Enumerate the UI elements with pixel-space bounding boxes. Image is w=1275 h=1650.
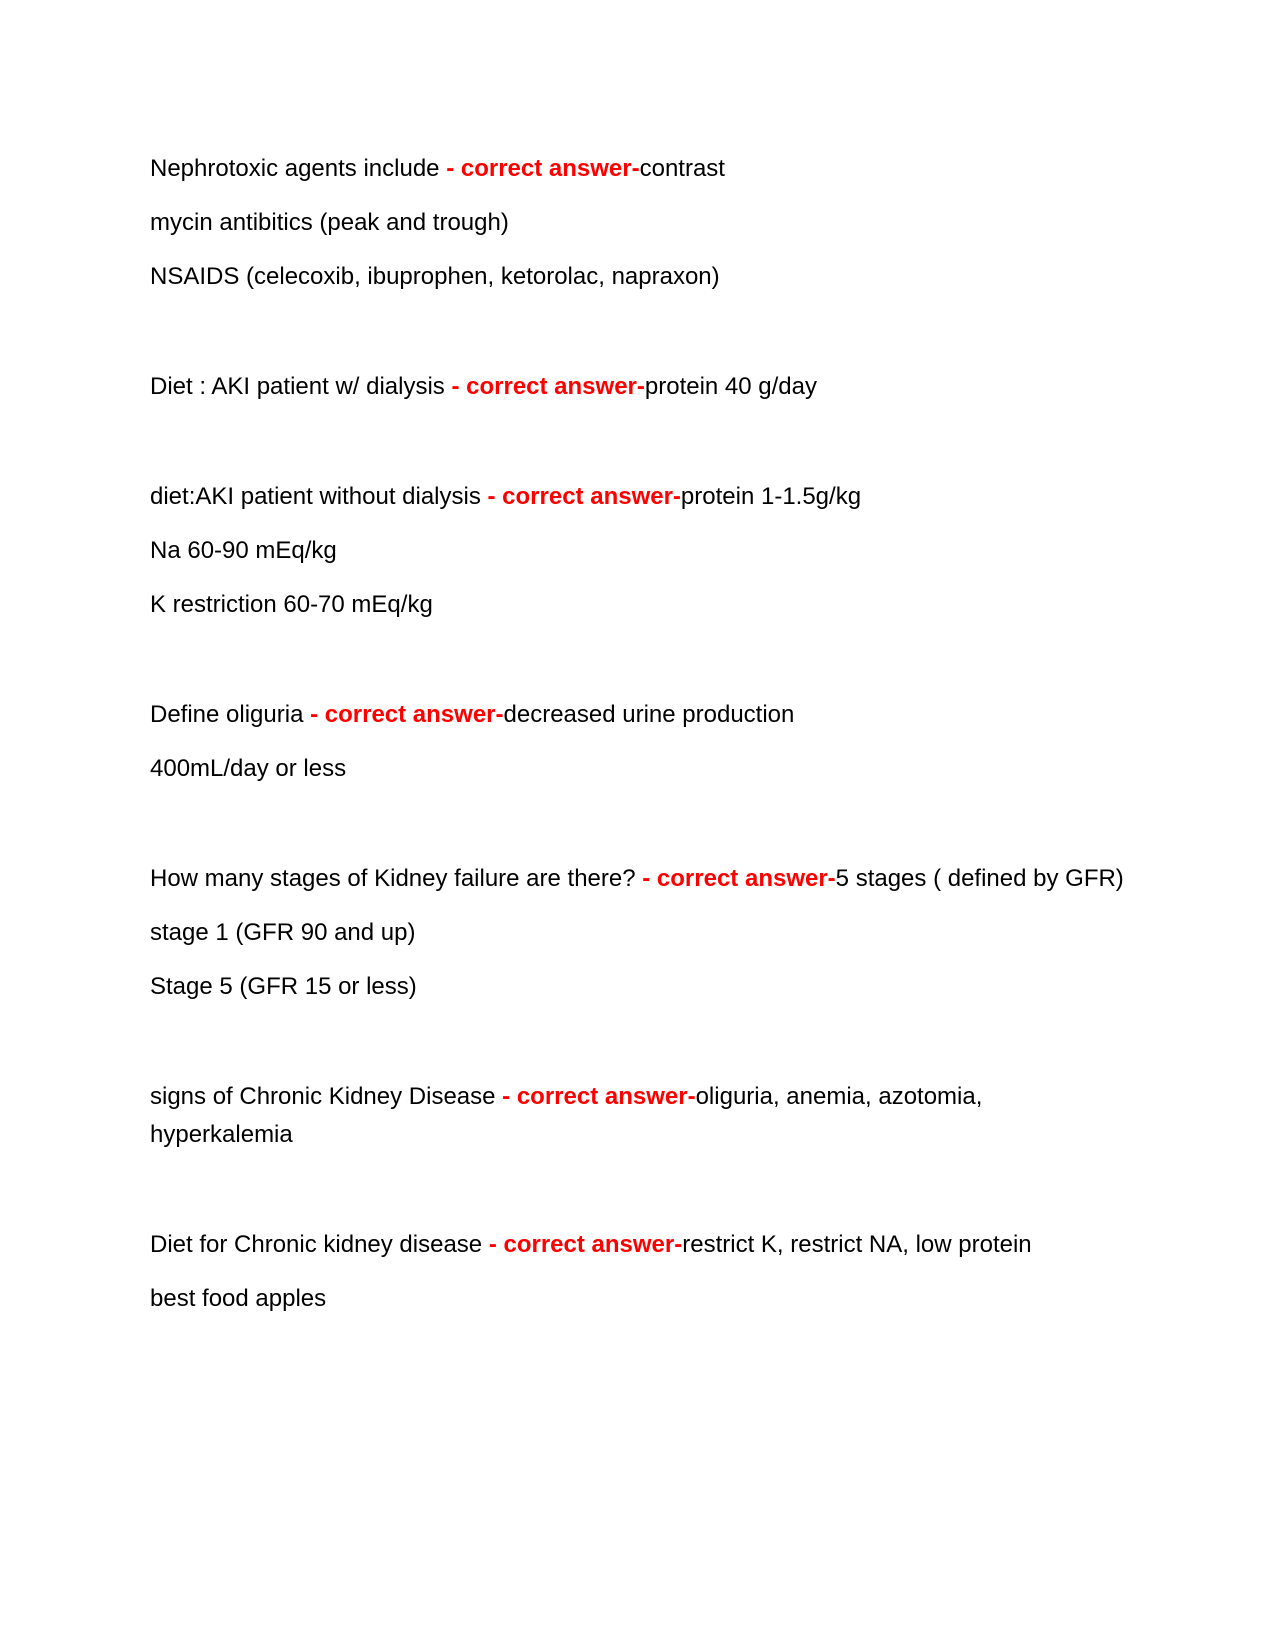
question-text: signs of Chronic Kidney Disease	[150, 1083, 503, 1110]
flashcard-list	[150, 150, 1125, 1334]
correct-answer-separator: - correct answer-	[487, 483, 681, 510]
answer-text: protein 1-1.5g/kg	[680, 483, 862, 510]
correct-answer-separator: - correct answer-	[446, 155, 640, 182]
answer-line: Stage 5 (GFR 15 or less)	[150, 973, 417, 1000]
answer-line: best food apples	[150, 1285, 327, 1312]
correct-answer-separator: - correct answer-	[642, 865, 836, 892]
answer-text: contrast	[639, 155, 725, 182]
answer-line: 400mL/day or less	[150, 755, 347, 782]
answer-line: mycin antibitics (peak and trough)	[150, 209, 509, 236]
answer-text: protein 40 g/day	[644, 373, 817, 400]
question-text: diet:AKI patient without dialysis	[150, 483, 488, 510]
question-text: How many stages of Kidney failure are there?	[150, 865, 643, 892]
answer-line: K restriction 60-70 mEq/kg	[150, 591, 433, 618]
correct-answer-separator: - correct answer-	[451, 373, 645, 400]
question-text: Define oliguria	[150, 701, 311, 728]
question-line	[150, 368, 1125, 406]
correct-answer-separator: - correct answer-	[488, 1231, 683, 1258]
question-line	[150, 478, 1125, 516]
answer-text: decreased urine production	[503, 701, 795, 728]
flashcard	[150, 1226, 1125, 1318]
answer-text: restrict K, restrict NA, low protein	[682, 1231, 1032, 1258]
flashcard	[150, 478, 1125, 624]
flashcard	[150, 150, 1125, 296]
answer-line: stage 1 (GFR 90 and up)	[150, 919, 416, 946]
flashcard	[150, 1078, 1125, 1154]
correct-answer-separator: - correct answer-	[310, 701, 504, 728]
question-text: Diet for Chronic kidney disease	[150, 1231, 489, 1258]
question-text: Diet : AKI patient w/ dialysis	[150, 373, 452, 400]
flashcard	[150, 696, 1125, 788]
question-line	[150, 150, 1125, 188]
question-line	[150, 1078, 1125, 1154]
question-line	[150, 860, 1125, 898]
flashcard	[150, 368, 1125, 406]
answer-text: 5 stages ( defined by GFR)	[835, 865, 1124, 892]
answer-line: NSAIDS (celecoxib, ibuprophen, ketorolac, napraxon)	[150, 263, 720, 290]
answer-line: Na 60-90 mEq/kg	[150, 537, 337, 564]
answer-text: oliguria, anemia, azotomia, hyperkalemia	[150, 1083, 983, 1148]
correct-answer-separator: - correct answer-	[502, 1083, 696, 1110]
question-text: Nephrotoxic agents include	[150, 155, 447, 182]
question-line	[150, 696, 1125, 734]
flashcard	[150, 860, 1125, 1006]
question-line	[150, 1226, 1125, 1264]
